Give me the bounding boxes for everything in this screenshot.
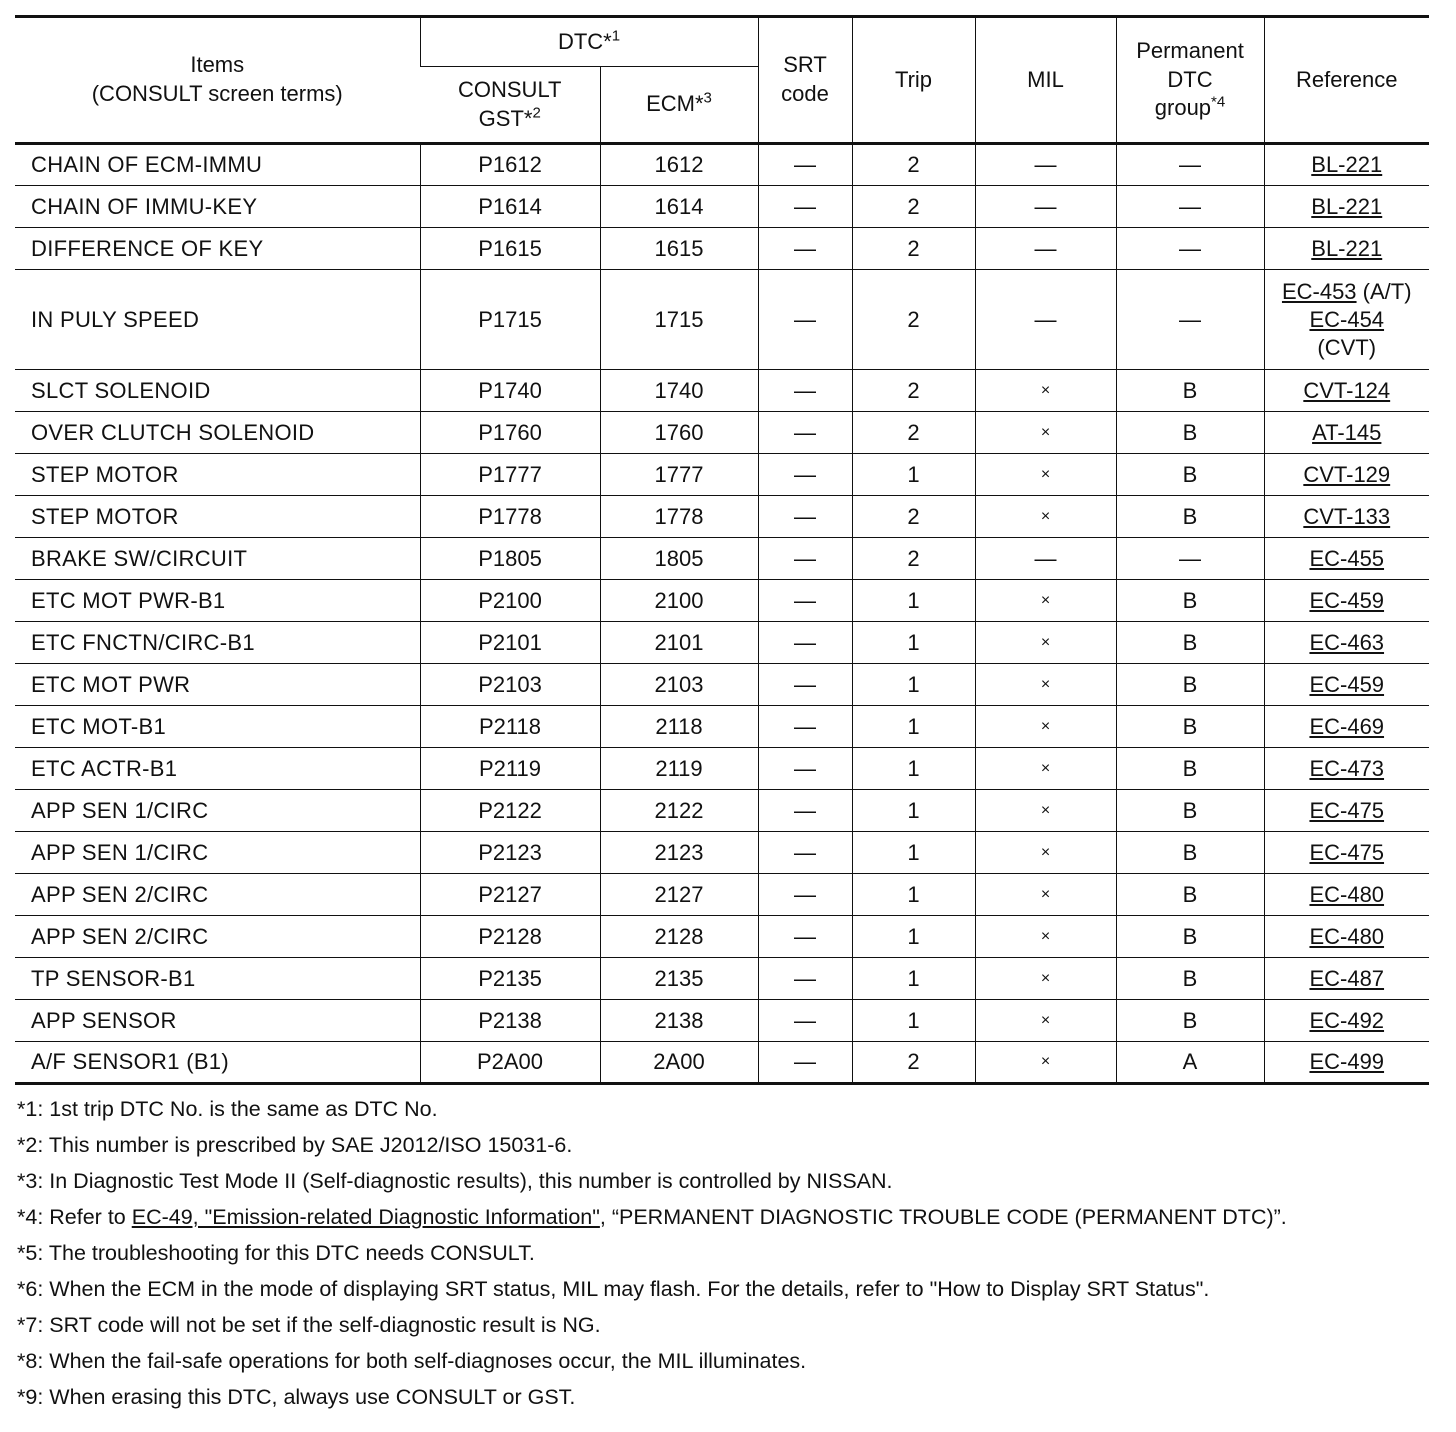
document-page [15,15,1429,1415]
reference-link[interactable]: EC-499 [1309,1049,1385,1074]
ecm-cell: 2127 [600,874,758,916]
table-row [15,496,1429,538]
mil-cell: × [975,622,1116,664]
ecm-cell: 2138 [600,1000,758,1042]
trip-cell: 1 [852,958,975,1000]
mil-cell: × [975,664,1116,706]
mil-cell: — [975,270,1116,370]
consult-gst-cell: P2101 [420,622,600,664]
footnotes [15,1091,1429,1415]
table-header [15,17,1429,144]
trip-cell: 2 [852,370,975,412]
item-cell: APP SEN 1/CIRC [15,832,420,874]
table-row [15,370,1429,412]
ecm-cell: 1615 [600,228,758,270]
trip-cell: 2 [852,186,975,228]
ecm-cell: 2100 [600,580,758,622]
permanent-dtc-group-cell: B [1116,622,1264,664]
srt-code-cell: — [758,412,852,454]
mil-cell: × [975,370,1116,412]
reference-link[interactable]: BL-221 [1311,235,1383,261]
permanent-dtc-group-cell: B [1116,916,1264,958]
header-items-line1: Items [190,52,245,78]
header-ecm [600,67,758,144]
ecm-cell: 2122 [600,790,758,832]
item-cell: IN PULY SPEED [15,270,420,370]
reference-link[interactable]: EC-487 [1309,965,1385,991]
srt-code-cell: — [758,370,852,412]
reference-cell [1264,874,1429,916]
reference-cell [1264,144,1429,186]
table-row [15,790,1429,832]
permanent-dtc-group-cell: B [1116,790,1264,832]
trip-cell: 2 [852,412,975,454]
header-srt-line2: code [781,81,829,106]
table-row [15,706,1429,748]
reference-cell [1264,580,1429,622]
mil-cell: × [975,874,1116,916]
table-row [15,580,1429,622]
table-row [15,412,1429,454]
trip-cell: 1 [852,622,975,664]
mil-cell: × [975,706,1116,748]
header-consult-line2: GST* [478,105,533,131]
ecm-cell: 1614 [600,186,758,228]
mil-cell: × [975,412,1116,454]
item-cell: APP SEN 2/CIRC [15,916,420,958]
item-cell: ETC ACTR-B1 [15,748,420,790]
reference-note: (CVT) [1317,334,1377,360]
permanent-dtc-group-cell: B [1116,832,1264,874]
footnote-5: *5: The troubleshooting for this DTC needs CONSULT. [17,1241,535,1265]
reference-link[interactable]: EC-463 [1309,629,1385,655]
item-cell: CHAIN OF ECM-IMMU [15,144,420,186]
ecm-cell: 2128 [600,916,758,958]
header-items-line2: (CONSULT screen terms) [91,81,343,106]
permanent-dtc-group-cell: — [1116,538,1264,580]
footnote-4-link[interactable]: EC-49, "Emission-related Diagnostic Information" [131,1205,600,1229]
item-cell: DIFFERENCE OF KEY [15,228,420,270]
consult-gst-cell: P2119 [420,748,600,790]
reference-link[interactable]: EC-475 [1309,797,1385,823]
reference-link[interactable]: CVT-133 [1303,503,1391,529]
footnote-7: *7: SRT code will not be set if the self-diagnostic result is NG. [17,1313,601,1337]
ecm-cell: 1715 [600,270,758,370]
consult-gst-cell: P2122 [420,790,600,832]
permanent-dtc-group-cell: A [1116,1042,1264,1084]
footnote-4-prefix: *4: Refer to [17,1205,132,1229]
permanent-dtc-group-cell: — [1116,186,1264,228]
consult-gst-cell: P1715 [420,270,600,370]
header-srt-code [758,17,852,144]
srt-code-cell: — [758,748,852,790]
footnote-8: *8: When the fail-safe operations for both self-diagnoses occur, the MIL illuminates. [17,1349,807,1373]
reference-cell [1264,186,1429,228]
srt-code-cell: — [758,228,852,270]
header-dtc-sup: 1 [611,27,621,45]
ecm-cell: 2A00 [600,1042,758,1084]
trip-cell: 2 [852,1042,975,1084]
table-row [15,874,1429,916]
srt-code-cell: — [758,270,852,370]
reference-cell [1264,412,1429,454]
mil-cell: — [975,538,1116,580]
reference-cell [1264,664,1429,706]
header-perm-line2: DTC [1167,66,1213,92]
reference-cell [1264,270,1429,370]
header-ecm-sup: 3 [703,89,712,107]
consult-gst-cell: P1615 [420,228,600,270]
mil-cell: — [975,144,1116,186]
footnote-4-suffix: , “PERMANENT DIAGNOSTIC TROUBLE CODE (PERMANENT DTC)”. [599,1205,1287,1229]
consult-gst-cell: P2128 [420,916,600,958]
trip-cell: 1 [852,916,975,958]
consult-gst-cell: P2118 [420,706,600,748]
table-row [15,748,1429,790]
ecm-cell: 2101 [600,622,758,664]
ecm-cell: 2123 [600,832,758,874]
trip-cell: 1 [852,454,975,496]
consult-gst-cell: P2135 [420,958,600,1000]
item-cell: ETC MOT PWR [15,664,420,706]
reference-link[interactable]: EC-459 [1309,587,1385,613]
header-consult-gst [420,67,600,144]
table-row [15,622,1429,664]
item-cell: ETC MOT PWR-B1 [15,580,420,622]
trip-cell: 2 [852,270,975,370]
footnote-2: *2: This number is prescribed by SAE J2012/ISO 15031-6. [17,1133,573,1157]
trip-cell: 2 [852,144,975,186]
table-row [15,538,1429,580]
reference-link[interactable]: AT-145 [1312,419,1382,445]
ecm-cell: 1760 [600,412,758,454]
mil-cell: × [975,958,1116,1000]
reference-cell [1264,454,1429,496]
item-cell: BRAKE SW/CIRCUIT [15,538,420,580]
reference-cell [1264,958,1429,1000]
reference-cell [1264,622,1429,664]
permanent-dtc-group-cell: B [1116,874,1264,916]
reference-link[interactable]: EC-469 [1309,713,1385,739]
consult-gst-cell: P1740 [420,370,600,412]
item-cell: APP SENSOR [15,1000,420,1042]
reference-link[interactable]: EC-454 [1309,306,1385,332]
trip-cell: 1 [852,664,975,706]
permanent-dtc-group-cell: B [1116,958,1264,1000]
table-row [15,186,1429,228]
trip-cell: 2 [852,538,975,580]
trip-cell: 1 [852,874,975,916]
permanent-dtc-group-cell: B [1116,664,1264,706]
permanent-dtc-group-cell: B [1116,706,1264,748]
mil-cell: × [975,454,1116,496]
permanent-dtc-group-cell: — [1116,270,1264,370]
mil-cell: × [975,1000,1116,1042]
srt-code-cell: — [758,958,852,1000]
table-row [15,832,1429,874]
mil-cell: × [975,790,1116,832]
trip-cell: 2 [852,228,975,270]
table-row [15,664,1429,706]
table-row [15,1000,1429,1042]
header-perm-sup: *4 [1211,93,1226,111]
permanent-dtc-group-cell: B [1116,370,1264,412]
srt-code-cell: — [758,580,852,622]
item-cell: APP SEN 2/CIRC [15,874,420,916]
reference-link[interactable]: EC-475 [1309,839,1385,865]
reference-link[interactable]: EC-480 [1309,923,1385,949]
consult-gst-cell: P1612 [420,144,600,186]
reference-cell [1264,832,1429,874]
table-row [15,958,1429,1000]
table-row [15,228,1429,270]
reference-link[interactable]: EC-453 [1281,278,1357,304]
srt-code-cell: — [758,1042,852,1084]
reference-link[interactable]: CVT-124 [1303,377,1391,403]
table-body [15,144,1429,1084]
consult-gst-cell: P2100 [420,580,600,622]
consult-gst-cell: P2103 [420,664,600,706]
permanent-dtc-group-cell: B [1116,580,1264,622]
header-items [15,17,420,144]
permanent-dtc-group-cell: B [1116,412,1264,454]
srt-code-cell: — [758,916,852,958]
consult-gst-cell: P2127 [420,874,600,916]
srt-code-cell: — [758,664,852,706]
trip-cell: 1 [852,1000,975,1042]
ecm-cell: 1740 [600,370,758,412]
item-cell: STEP MOTOR [15,496,420,538]
permanent-dtc-group-cell: B [1116,454,1264,496]
srt-code-cell: — [758,790,852,832]
item-cell: ETC MOT-B1 [15,706,420,748]
reference-link[interactable]: EC-459 [1309,671,1385,697]
mil-cell: × [975,580,1116,622]
permanent-dtc-group-cell: B [1116,496,1264,538]
permanent-dtc-group-cell: B [1116,748,1264,790]
consult-gst-cell: P1778 [420,496,600,538]
srt-code-cell: — [758,832,852,874]
header-dtc-label: DTC* [557,28,612,54]
header-permanent-dtc-group [1116,17,1264,144]
reference-cell [1264,370,1429,412]
dtc-table [15,15,1429,1085]
ecm-cell: 2135 [600,958,758,1000]
reference-link[interactable]: EC-480 [1309,881,1385,907]
reference-cell [1264,1000,1429,1042]
srt-code-cell: — [758,874,852,916]
header-reference: Reference [1264,17,1429,144]
table-row [15,1042,1429,1084]
permanent-dtc-group-cell: — [1116,144,1264,186]
header-perm-line3: group [1154,95,1212,121]
srt-code-cell: — [758,454,852,496]
item-cell: APP SEN 1/CIRC [15,790,420,832]
reference-cell [1264,228,1429,270]
reference-link[interactable]: CVT-129 [1303,461,1391,487]
item-cell: CHAIN OF IMMU-KEY [15,186,420,228]
consult-gst-cell: P1805 [420,538,600,580]
ecm-cell: 1805 [600,538,758,580]
table-row [15,144,1429,186]
footnote-9: *9: When erasing this DTC, always use CONSULT or GST. [17,1385,576,1409]
srt-code-cell: — [758,538,852,580]
srt-code-cell: — [758,622,852,664]
reference-cell [1264,1042,1429,1084]
srt-code-cell: — [758,496,852,538]
header-perm-line1: Permanent [1136,38,1244,64]
item-cell: OVER CLUTCH SOLENOID [15,412,420,454]
reference-cell [1264,748,1429,790]
mil-cell: × [975,832,1116,874]
reference-cell [1264,706,1429,748]
header-consult-line1: CONSULT [458,76,562,102]
footnote-6: *6: When the ECM in the mode of displaying SRT status, MIL may flash. For the details, refer to "How to Display SRT Status". [17,1277,1210,1301]
srt-code-cell: — [758,186,852,228]
permanent-dtc-group-cell: B [1116,1000,1264,1042]
consult-gst-cell: P2123 [420,832,600,874]
ecm-cell: 1612 [600,144,758,186]
reference-link[interactable]: EC-492 [1309,1007,1385,1033]
consult-gst-cell: P2138 [420,1000,600,1042]
item-cell: SLCT SOLENOID [15,370,420,412]
table-row [15,916,1429,958]
mil-cell: × [975,1042,1116,1084]
mil-cell: × [975,748,1116,790]
reference-link[interactable]: BL-221 [1311,152,1383,177]
permanent-dtc-group-cell: — [1116,228,1264,270]
item-cell: TP SENSOR-B1 [15,958,420,1000]
header-ecm-label: ECM* [646,91,704,117]
table-row [15,270,1429,370]
mil-cell: — [975,186,1116,228]
footnote-3: *3: In Diagnostic Test Mode II (Self-diagnostic results), this number is controlled by NISSAN. [17,1169,893,1193]
reference-cell [1264,916,1429,958]
footnote-1: *1: 1st trip DTC No. is the same as DTC No. [17,1097,438,1121]
consult-gst-cell: P1760 [420,412,600,454]
ecm-cell: 1778 [600,496,758,538]
footnote-4 [17,1199,1429,1235]
srt-code-cell: — [758,706,852,748]
reference-cell [1264,496,1429,538]
trip-cell: 1 [852,790,975,832]
ecm-cell: 2103 [600,664,758,706]
srt-code-cell: — [758,144,852,186]
reference-cell [1264,790,1429,832]
consult-gst-cell: P2A00 [420,1042,600,1084]
header-trip: Trip [852,17,975,144]
ecm-cell: 2119 [600,748,758,790]
header-consult-sup: 2 [532,104,541,122]
table-row [15,454,1429,496]
header-dtc [420,17,758,67]
item-cell: ETC FNCTN/CIRC-B1 [15,622,420,664]
mil-cell: × [975,496,1116,538]
item-cell: A/F SENSOR1 (B1) [15,1042,420,1084]
trip-cell: 1 [852,706,975,748]
reference-link[interactable]: EC-473 [1309,755,1385,781]
ecm-cell: 2118 [600,706,758,748]
mil-cell: — [975,228,1116,270]
srt-code-cell: — [758,1000,852,1042]
consult-gst-cell: P1614 [420,186,600,228]
ecm-cell: 1777 [600,454,758,496]
trip-cell: 1 [852,832,975,874]
trip-cell: 2 [852,496,975,538]
mil-cell: × [975,916,1116,958]
item-cell: STEP MOTOR [15,454,420,496]
reference-link[interactable]: BL-221 [1311,193,1383,219]
trip-cell: 1 [852,748,975,790]
trip-cell: 1 [852,580,975,622]
header-mil: MIL [975,17,1116,144]
header-srt-line1: SRT [783,52,827,78]
reference-suffix: (A/T) [1356,278,1412,304]
consult-gst-cell: P1777 [420,454,600,496]
reference-link[interactable]: EC-455 [1309,545,1385,571]
reference-cell [1264,538,1429,580]
